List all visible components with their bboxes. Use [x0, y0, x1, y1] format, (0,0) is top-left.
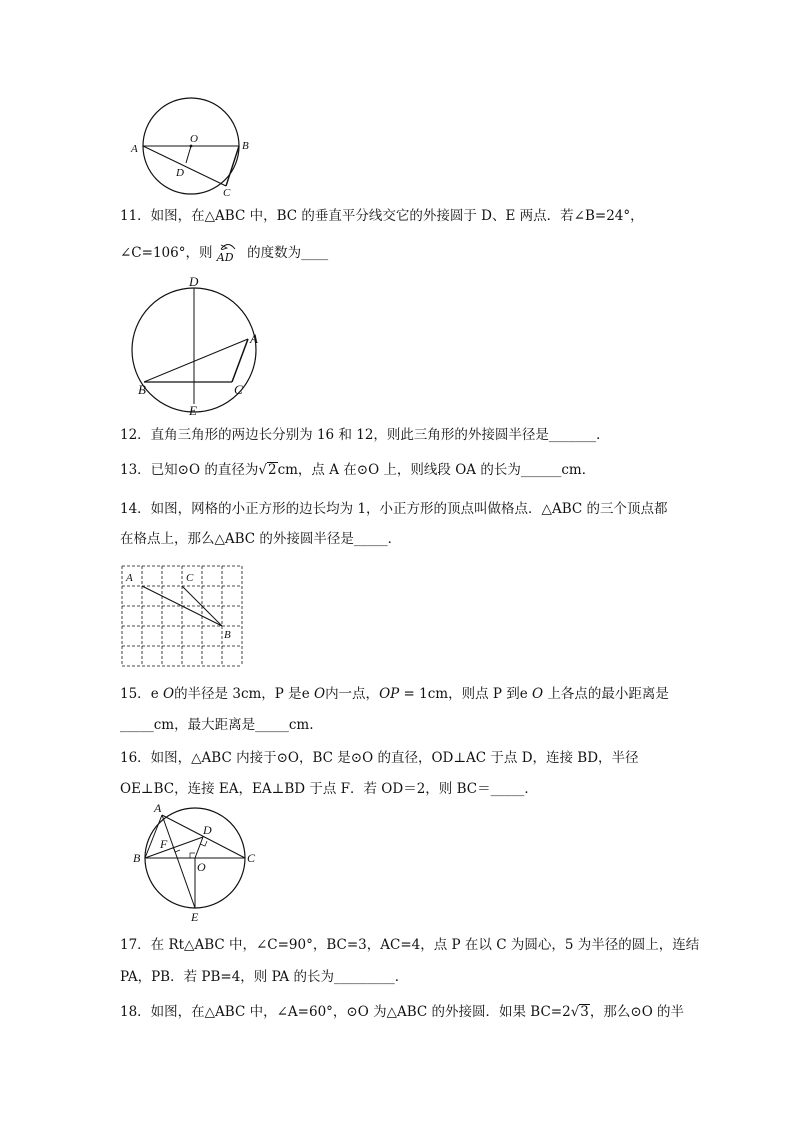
q13-pre: 13．已知⊙O 的直径为	[120, 462, 259, 478]
label-E: E	[189, 403, 197, 418]
label-B: B	[224, 629, 231, 641]
arc-icon	[220, 242, 236, 250]
label-O: O	[190, 133, 198, 145]
q17-line1: 17．在 Rt△ABC 中，∠C=90°，BC=3，AC=4，点 P 在以 C 为圆心，5 为半径的圆上，连结	[120, 937, 700, 953]
q11-line2	[120, 244, 328, 263]
q12: 12．直角三角形的两边长分别为 16 和 12，则此三角形的外接圆半径是_______．	[120, 427, 610, 443]
q17-line2: PA，PB．若 PB=4，则 PA 的长为_________．	[120, 969, 409, 985]
label-B: B	[138, 382, 146, 397]
figure-circle-1	[128, 94, 258, 204]
var-o: O	[313, 686, 326, 702]
q14-line2: 在格点上，那么△ABC 的外接圆半径是_____．	[120, 531, 402, 547]
arc-label: AD	[216, 251, 234, 264]
q15-text-d: = 1cm，则点 P 到	[403, 686, 520, 702]
circle-symbol: e	[519, 686, 528, 702]
label-A: A	[126, 572, 133, 584]
sqrt-symbol: √3	[570, 1004, 589, 1020]
label-F: F	[160, 837, 168, 851]
label-D: D	[176, 167, 184, 179]
q15-text-b: 的半径是 3cm，P 是	[174, 686, 302, 702]
label-C: C	[186, 572, 194, 584]
label-A: A	[250, 331, 258, 346]
var-o: O	[532, 686, 544, 702]
q18	[120, 1003, 684, 1021]
q16-line2: OE⊥BC，连接 EA，EA⊥BD 于点 F．若 OD＝2，则 BC＝_____．	[120, 781, 538, 797]
q13-post: cm，点 A 在⊙O 上，则线段 OA 的长为______cm．	[277, 462, 596, 478]
q15-line2: _____cm，最大距离是_____cm.	[120, 717, 314, 733]
label-B: B	[133, 851, 141, 865]
label-A: A	[131, 143, 138, 155]
var-o: O	[162, 686, 175, 702]
label-B: B	[242, 140, 249, 152]
figure-grid	[118, 562, 248, 672]
label-E: E	[191, 910, 199, 924]
q11-line2-pre: ∠C=106°，则	[120, 245, 213, 261]
circle-symbol: e	[301, 686, 310, 702]
figure-circle-2	[128, 272, 268, 422]
label-C: C	[247, 851, 256, 865]
q15-text-c: 内一点，	[325, 686, 380, 702]
q13	[120, 461, 595, 479]
q15-num: 15．	[120, 686, 151, 702]
label-O: O	[197, 860, 206, 874]
label-D: D	[203, 823, 212, 837]
circle-symbol: e	[150, 686, 159, 702]
q18-pre: 18．如图，在△ABC 中，∠A=60°，⊙O 为△ABC 的外接圆．如果 BC=2	[120, 1004, 571, 1020]
arc-ad-symbol	[217, 244, 243, 263]
label-A: A	[154, 801, 162, 815]
q14-line1: 14．如图，网格的小正方形的边长均为 1，小正方形的顶点叫做格点．△ABC 的三个顶点都	[120, 501, 668, 517]
label-D: D	[189, 274, 199, 289]
q15-line1	[120, 685, 669, 703]
q18-radicand: 3	[580, 1004, 589, 1020]
figure-circle-4	[130, 800, 270, 926]
q15-text-e: 上各点的最小距离是	[547, 686, 669, 702]
q13-radicand: 2	[267, 462, 277, 478]
q11-line2-post: 的度数为____	[247, 245, 329, 261]
sqrt-symbol: √2	[258, 462, 277, 478]
label-C: C	[223, 187, 231, 199]
var-op: OP	[379, 686, 400, 702]
q16-line1: 16．如图，△ABC 内接于⊙O，BC 是⊙O 的直径，OD⊥AC 于点 D，连接 BD，半径	[120, 750, 639, 766]
q11-line1: 11．如图，在△ABC 中，BC 的垂直平分线交它的外接圆于 D、E 两点．若∠B=24°，	[120, 208, 644, 224]
q18-post: ，那么⊙O 的半	[589, 1004, 685, 1020]
label-C: C	[234, 382, 243, 397]
